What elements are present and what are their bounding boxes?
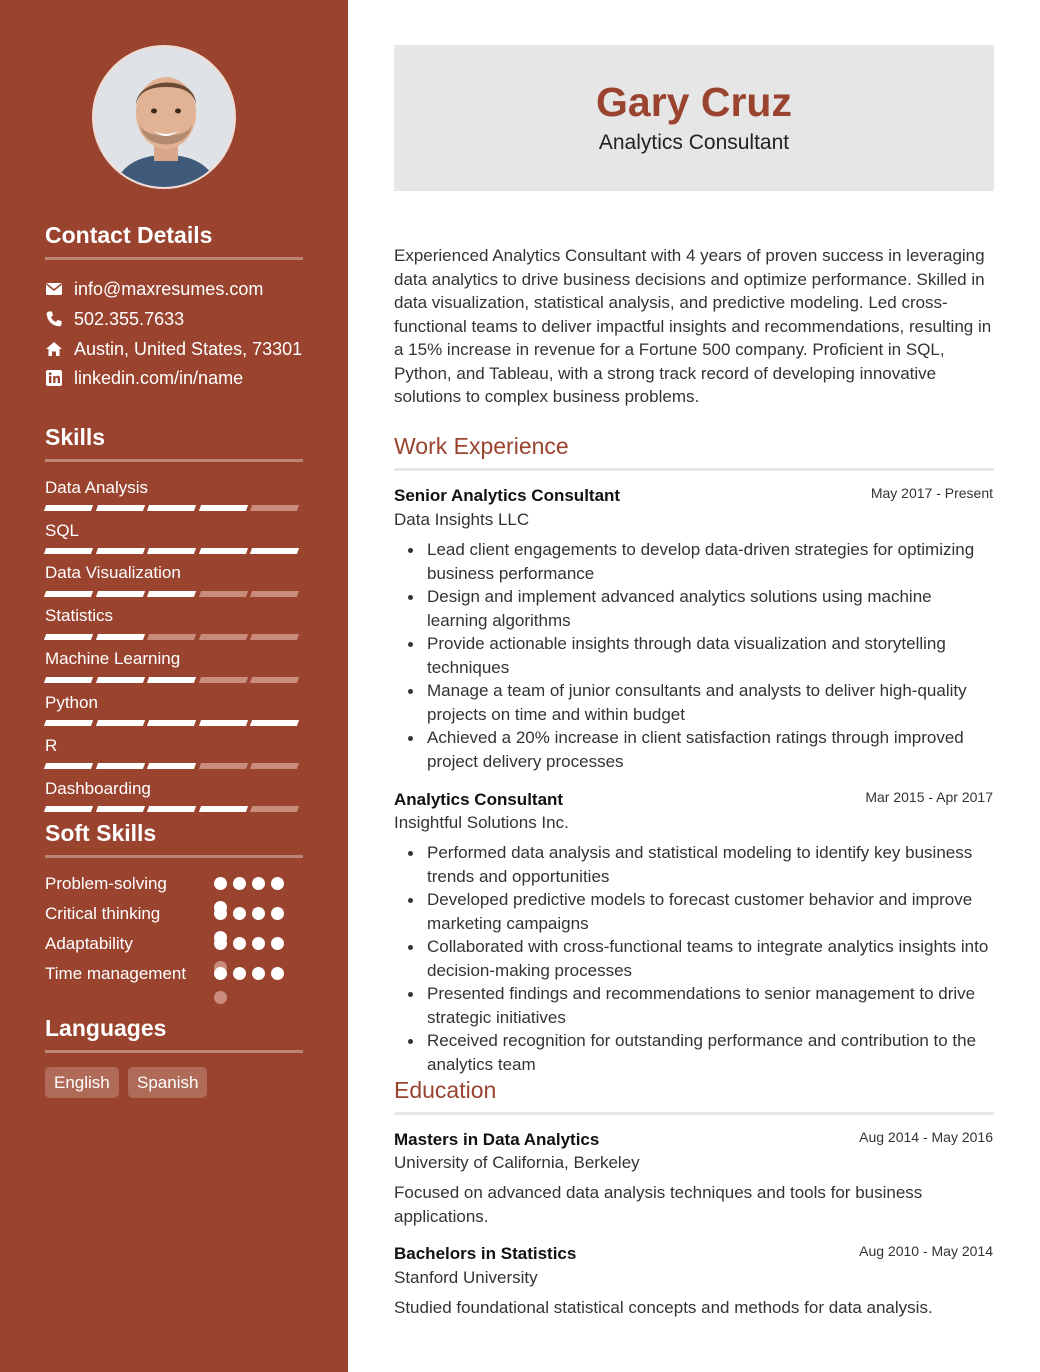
name-header (394, 45, 994, 191)
contact-address-text: Austin, United States, 73301 (74, 338, 303, 359)
soft-skill-dot (214, 991, 227, 1004)
skill-bar (45, 806, 303, 812)
soft-skills-heading: Soft Skills (45, 820, 303, 858)
contact-phone-text: 502.355.7633 (74, 308, 185, 329)
job-bullets (394, 538, 994, 773)
soft-skill-name: Critical thinking (45, 904, 161, 923)
language-tag: English (45, 1067, 119, 1098)
skill-level-segment (147, 548, 196, 554)
education-date: Aug 2010 - May 2014 (859, 1243, 993, 1259)
skill-bar (45, 720, 303, 726)
skill-name: Statistics (45, 606, 114, 625)
education-description: Studied foundational statistical concepts and methods for data analysis. (394, 1298, 933, 1317)
skill-level-segment (250, 806, 299, 812)
soft-skill-name: Problem-solving (45, 874, 167, 893)
contact-linkedin[interactable] (45, 366, 243, 390)
skill-level-segment (250, 505, 299, 511)
soft-skill-dot (252, 937, 265, 950)
soft-skill-dot (214, 877, 227, 890)
skill-level-segment (44, 763, 93, 769)
skill-level-segment (44, 806, 93, 812)
skill-name: Python (45, 693, 98, 712)
skill-name: Dashboarding (45, 779, 151, 798)
soft-skill-dot (271, 967, 284, 980)
contact-heading: Contact Details (45, 222, 303, 260)
contact-linkedin-text: linkedin.com/in/name (74, 367, 244, 388)
work-experience-heading: Work Experience (394, 433, 994, 471)
list-item: Performed data analysis and statistical modeling to identify key business trends and opportunities (394, 841, 994, 888)
skill-level-segment (198, 677, 247, 683)
job-title: Senior Analytics Consultant (394, 486, 621, 505)
skill-level-segment (250, 763, 299, 769)
list-item: Achieved a 20% increase in client satisfaction ratings through improved project delivery processes (394, 726, 994, 773)
soft-skill-dot (214, 937, 227, 950)
job-bullets (394, 841, 994, 1076)
skill-level-segment (198, 591, 247, 597)
soft-skill-dot (233, 937, 246, 950)
skill-level-segment (250, 634, 299, 640)
skill-level-segment (44, 591, 93, 597)
soft-skill-dot (271, 907, 284, 920)
language-tag: Spanish (128, 1067, 207, 1098)
soft-skill-dot (252, 877, 265, 890)
skill-bar (45, 591, 303, 597)
languages-heading: Languages (45, 1015, 303, 1053)
school-name: University of California, Berkeley (394, 1153, 640, 1172)
job-date: Mar 2015 - Apr 2017 (865, 789, 993, 805)
candidate-title: Analytics Consultant (598, 131, 790, 154)
skill-level-segment (95, 634, 144, 640)
list-item: Provide actionable insights through data visualization and storytelling techniques (394, 632, 994, 679)
soft-skill-dot (233, 967, 246, 980)
candidate-name: Gary Cruz (596, 79, 792, 125)
skill-level-segment (147, 505, 196, 511)
skill-name: R (45, 736, 58, 755)
soft-skill-dot (252, 907, 265, 920)
skill-level-segment (95, 677, 144, 683)
home-icon (45, 340, 63, 358)
skill-bar (45, 763, 303, 769)
sidebar (0, 0, 348, 1372)
skill-name: Machine Learning (45, 649, 181, 668)
list-item: Received recognition for outstanding performance and contribution to the analytics team (394, 1029, 994, 1076)
skill-level-segment (250, 548, 299, 554)
skill-name: Data Analysis (45, 478, 148, 497)
skill-level-segment (44, 677, 93, 683)
school-name: Stanford University (394, 1268, 538, 1287)
skill-level-segment (198, 763, 247, 769)
soft-skill-dot (214, 967, 227, 980)
skill-level-segment (95, 548, 144, 554)
soft-skill-dots (214, 967, 294, 1015)
skill-level-segment (250, 720, 299, 726)
skill-name: Data Visualization (45, 563, 181, 582)
skill-bar (45, 505, 303, 511)
skill-level-segment (147, 806, 196, 812)
list-item: Developed predictive models to forecast customer behavior and improve marketing campaigns (394, 888, 994, 935)
contact-email-text: info@maxresumes.com (74, 278, 264, 299)
skill-level-segment (95, 505, 144, 511)
list-item: Presented findings and recommendations to senior management to drive strategic initiatives (394, 982, 994, 1029)
skill-level-segment (198, 806, 247, 812)
soft-skill-dot (271, 877, 284, 890)
skill-level-segment (198, 720, 247, 726)
skill-level-segment (95, 806, 144, 812)
skill-level-segment (147, 634, 196, 640)
linkedin-icon (45, 369, 63, 387)
skill-level-segment (95, 763, 144, 769)
degree-title: Bachelors in Statistics (394, 1244, 577, 1263)
skill-level-segment (147, 720, 196, 726)
list-item: Design and implement advanced analytics solutions using machine learning algorithms (394, 585, 994, 632)
skill-level-segment (147, 677, 196, 683)
skill-bar (45, 548, 303, 554)
job-company: Insightful Solutions Inc. (394, 813, 569, 832)
person-avatar-icon (94, 47, 236, 189)
soft-skill-name: Time management (45, 964, 187, 983)
skill-bar (45, 677, 303, 683)
skill-level-segment (44, 634, 93, 640)
skill-name: SQL (45, 521, 80, 540)
profile-photo (92, 45, 236, 189)
soft-skill-dot (271, 937, 284, 950)
contact-address (45, 337, 302, 361)
skill-level-segment (147, 591, 196, 597)
skill-level-segment (198, 548, 247, 554)
education-heading: Education (394, 1077, 994, 1115)
skill-level-segment (198, 505, 247, 511)
list-item: Lead client engagements to develop data-driven strategies for optimizing business performance (394, 538, 994, 585)
skills-heading: Skills (45, 424, 303, 462)
soft-skill-dot (233, 907, 246, 920)
soft-skill-dot (214, 907, 227, 920)
envelope-icon (45, 280, 63, 298)
skill-level-segment (147, 763, 196, 769)
list-item: Collaborated with cross-functional teams to integrate analytics insights into decision-making processes (394, 935, 994, 982)
job-title: Analytics Consultant (394, 790, 564, 809)
degree-title: Masters in Data Analytics (394, 1130, 600, 1149)
soft-skill-dot (252, 967, 265, 980)
phone-icon (45, 310, 63, 328)
education-date: Aug 2014 - May 2016 (859, 1129, 993, 1145)
job-company: Data Insights LLC (394, 510, 530, 529)
skill-bar (45, 634, 303, 640)
contact-email[interactable] (45, 277, 263, 301)
education-description: Focused on advanced data analysis techniques and tools for business applications. (394, 1183, 923, 1226)
list-item: Manage a team of junior consultants and analysts to deliver high-quality projects on time and within budget (394, 679, 994, 726)
skill-level-segment (198, 634, 247, 640)
skill-level-segment (44, 505, 93, 511)
professional-summary: Experienced Analytics Consultant with 4 years of proven success in leveraging data analytics to drive business decisions and optimize performance. Skilled in data visualization, statistical analysis, and predictive modeling. Led cross-functional teams to deliver impactful insights and recommendations, resulting in a 15% increase in revenue for a Fortune 500 company. Proficient in SQL, Python, and Tableau, with a strong track record of developing innovative solutions to complex business problems. (394, 246, 992, 406)
skill-level-segment (44, 548, 93, 554)
soft-skill-name: Adaptability (45, 934, 133, 953)
skill-level-segment (250, 591, 299, 597)
contact-phone[interactable] (45, 307, 184, 331)
skill-level-segment (95, 720, 144, 726)
skill-level-segment (95, 591, 144, 597)
soft-skill-dot (233, 877, 246, 890)
job-date: May 2017 - Present (870, 485, 993, 501)
skill-level-segment (250, 677, 299, 683)
skill-level-segment (44, 720, 93, 726)
